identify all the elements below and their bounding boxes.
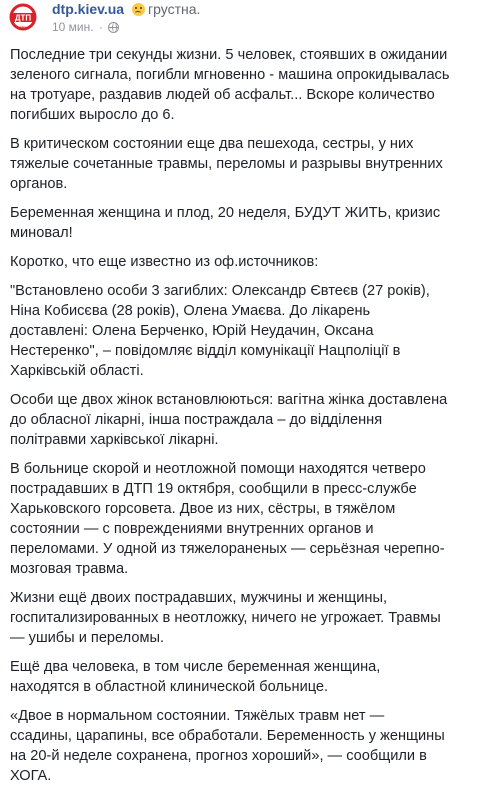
globe-icon[interactable] [108, 22, 119, 33]
post-paragraph: «Двое в нормальном состоянии. Тяжёлых травм нет — ссадины, царапины, все обработали. Беременность у женщины на 20-й неделе сохранена, прогноз хороший», — сообщили в ХОГА. [10, 708, 445, 784]
post-body [10, 45, 450, 795]
avatar-subtext: KIEV [19, 25, 27, 29]
post-paragraph: Последние три секунды жизни. 5 человек, стоявших в ожидании зеленого сигнала, погибли мгновенно - машина опрокидывалась на тротуаре, раздавив людей об асфальт... Вскоре количество погибших выросло до 6. [10, 47, 450, 123]
meta-separator: · [98, 20, 103, 34]
post-paragraph: Коротко, что еще известно из оф.источников: [10, 254, 319, 270]
post-paragraph: В критическом состоянии еще два пешехода, сестры, у них тяжелые сочетанные травмы, переломы и разрывы внутренних органов. [10, 136, 443, 192]
post-paragraph: Жизни ещё двоих пострадавших, мужчины и женщины, госпитализированных в неотложку, ничего не угрожает. Травмы — ушибы и переломы. [10, 590, 441, 646]
author-line [52, 1, 200, 18]
post-paragraph: В больнице скорой и неотложной помощи находятся четверо пострадавших в ДТП 19 октября, сообщили в пресс-службе Харьковского горсовета. Двое из них, сёстры, в тяжёлом состоянии — с повреждениями внутренних органов и переломами. У одной из тяжелораненых — серьёзная черепно-мозговая травма. [10, 461, 445, 577]
page-avatar[interactable] [5, 0, 41, 36]
post-paragraph: "Встановлено особи 3 загиблих: Олександр Євтеєв (27 років), Ніна Кобисєва (28 років), Олена Умаєва. До лікарень доставлені: Олена Берченко, Юрій Неудачин, Оксана Нестеренко", – повідомляє відділ комунікації Нацполіції в Харківській області. [10, 283, 430, 379]
sad-face-icon [132, 3, 145, 16]
post-paragraph: Особи ще двох жінок встановлюються: вагітна жінка доставлена до обласної лікарні, інша постраждала – до відділення політравми харківської лікарні. [10, 392, 448, 448]
post-paragraph: Беременная женщина и плод, 20 неделя, БУДУТ ЖИТЬ, кризис миновал! [10, 205, 441, 241]
page-name-link[interactable]: dtp.kiev.ua [52, 1, 125, 17]
dtp-logo-icon [5, 0, 41, 36]
feeling-label: грустна. [147, 1, 201, 17]
post-paragraph: Ещё два человека, в том числе беременная женщина, находятся в областной клинической больнице. [10, 659, 381, 695]
post-timestamp[interactable]: 10 мин. [52, 20, 94, 34]
post-header [0, 0, 486, 40]
post-meta [52, 20, 119, 35]
avatar-text: ДТП [14, 13, 32, 23]
